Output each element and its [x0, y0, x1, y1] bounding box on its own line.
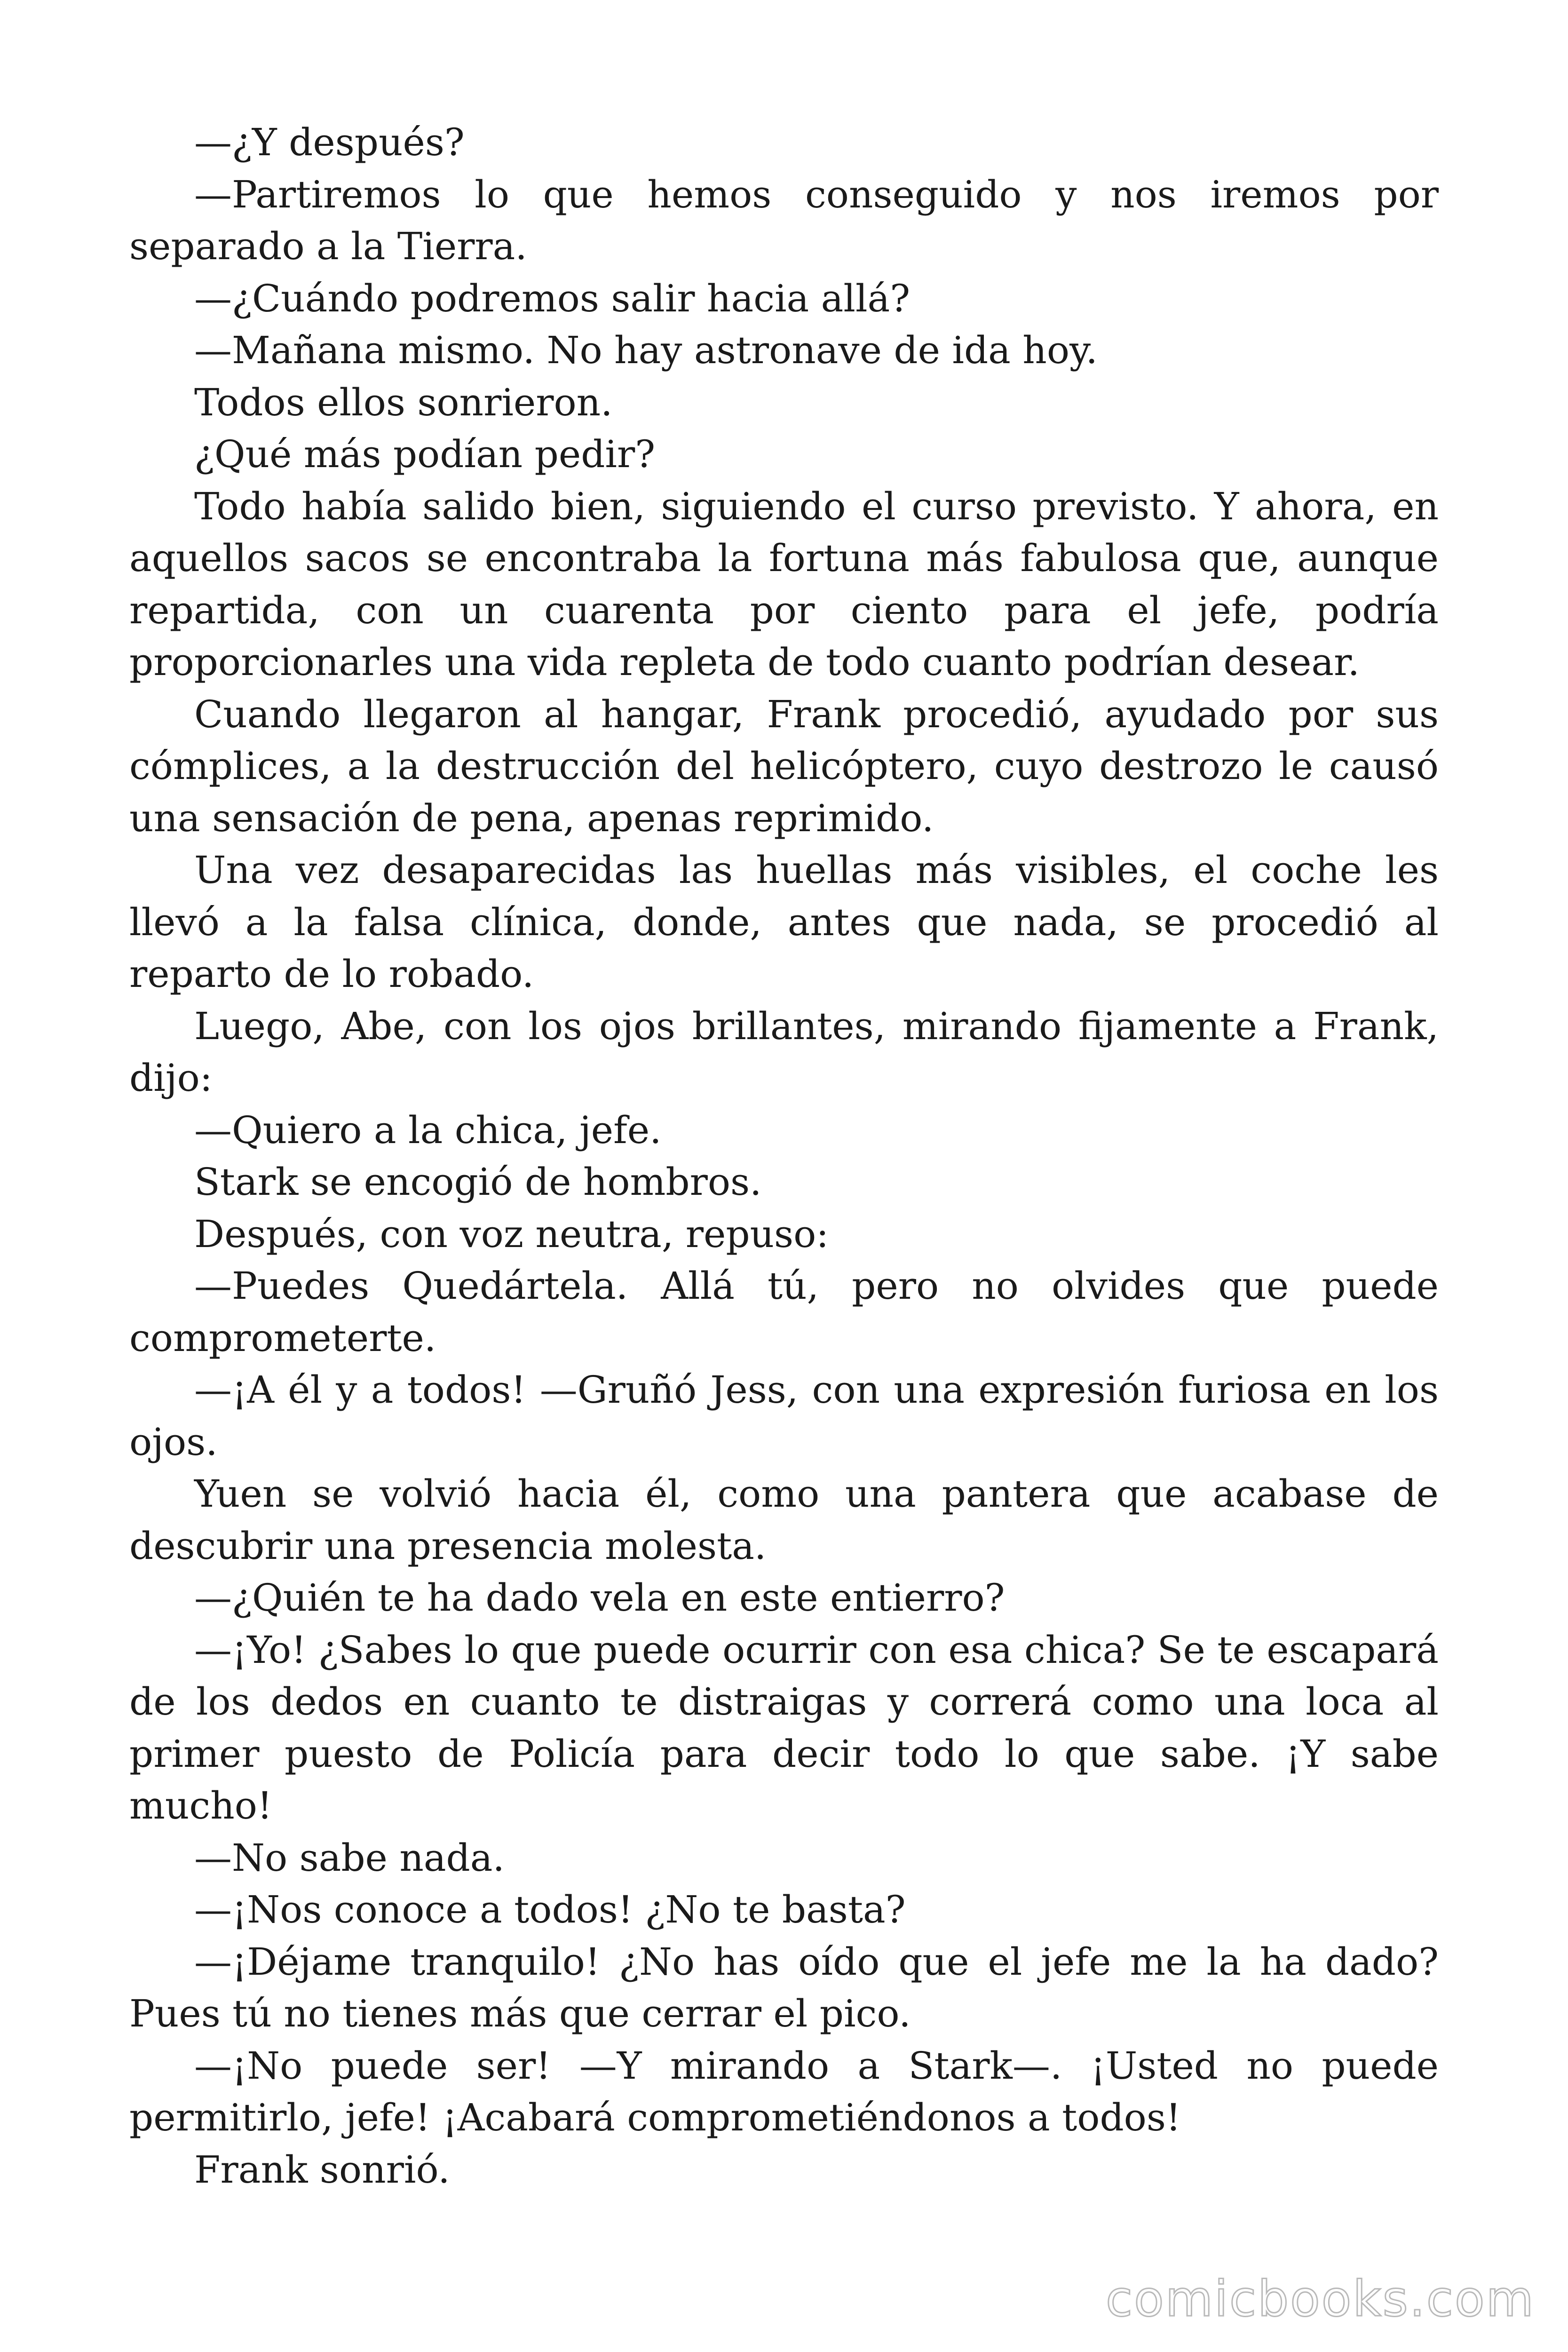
paragraph: —¡No puede ser! —Y mirando a Stark—. ¡Usted no puede permitirlo, jefe! ¡Acabará comprometiéndonos a todos!	[129, 2043, 1439, 2139]
paragraph: Frank sonrió.	[194, 2147, 450, 2192]
paragraph: —¡Yo! ¿Sabes lo que puede ocurrir con esa chica? Se te escapará de los dedos en cuanto te distraigas y correrá como una loca al primer puesto de Policía para decir todo lo que sabe. ¡Y sabe mucho!	[129, 1628, 1439, 1828]
paragraph: Una vez desaparecidas las huellas más visibles, el coche les llevó a la falsa clínica, donde, antes que nada, se procedió al reparto de lo robado.	[129, 848, 1439, 996]
paragraph: —No sabe nada.	[194, 1836, 505, 1880]
paragraph: —Puedes Quedártela. Allá tú, pero no olvides que puede comprometerte.	[129, 1264, 1439, 1360]
paragraph: Todos ellos sonrieron.	[194, 380, 613, 424]
paragraph: Todo había salido bien, siguiendo el curso previsto. Y ahora, en aquellos sacos se encontraba la fortuna más fabulosa que, aunque repartida, con un cuarenta por ciento para el jefe, podría proporcionarles una vida repleta de todo cuanto podrían desear.	[129, 484, 1439, 684]
paragraph: —Partiremos lo que hemos conseguido y nos iremos por separado a la Tierra.	[129, 172, 1439, 268]
paragraph: ¿Qué más podían pedir?	[194, 432, 656, 476]
paragraph: —¡Nos conoce a todos! ¿No te basta?	[194, 1888, 906, 1931]
paragraph: —¿Cuándo podremos salir hacia allá?	[194, 276, 911, 320]
paragraph: Stark se encogió de hombros.	[194, 1160, 762, 1204]
paragraph: Después, con voz neutra, repuso:	[194, 1212, 829, 1256]
paragraph: —¡A él y a todos! —Gruñó Jess, con una expresión furiosa en los ojos.	[129, 1368, 1439, 1464]
paragraph: Luego, Abe, con los ojos brillantes, mirando fijamente a Frank, dijo:	[129, 1004, 1439, 1100]
paragraph: —¡Déjame tranquilo! ¿No has oído que el jefe me la ha dado? Pues tú no tienes más que cerrar el pico.	[129, 1939, 1439, 2035]
page-text	[129, 117, 1439, 2196]
paragraph: —¿Quién te ha dado vela en este entierro?	[194, 1576, 1005, 1620]
paragraph: —Mañana mismo. No hay astronave de ida hoy.	[194, 328, 1098, 372]
paragraph: Cuando llegaron al hangar, Frank procedió, ayudado por sus cómplices, a la destrucción del helicóptero, cuyo destrozo le causó una sensación de pena, apenas reprimido.	[129, 692, 1439, 840]
paragraph: Yuen se volvió hacia él, como una pantera que acabase de descubrir una presencia molesta.	[129, 1472, 1439, 1568]
paragraph: —Quiero a la chica, jefe.	[194, 1108, 662, 1152]
watermark: comicbooks.com	[1105, 2270, 1535, 2328]
paragraph: —¿Y después?	[194, 120, 465, 164]
